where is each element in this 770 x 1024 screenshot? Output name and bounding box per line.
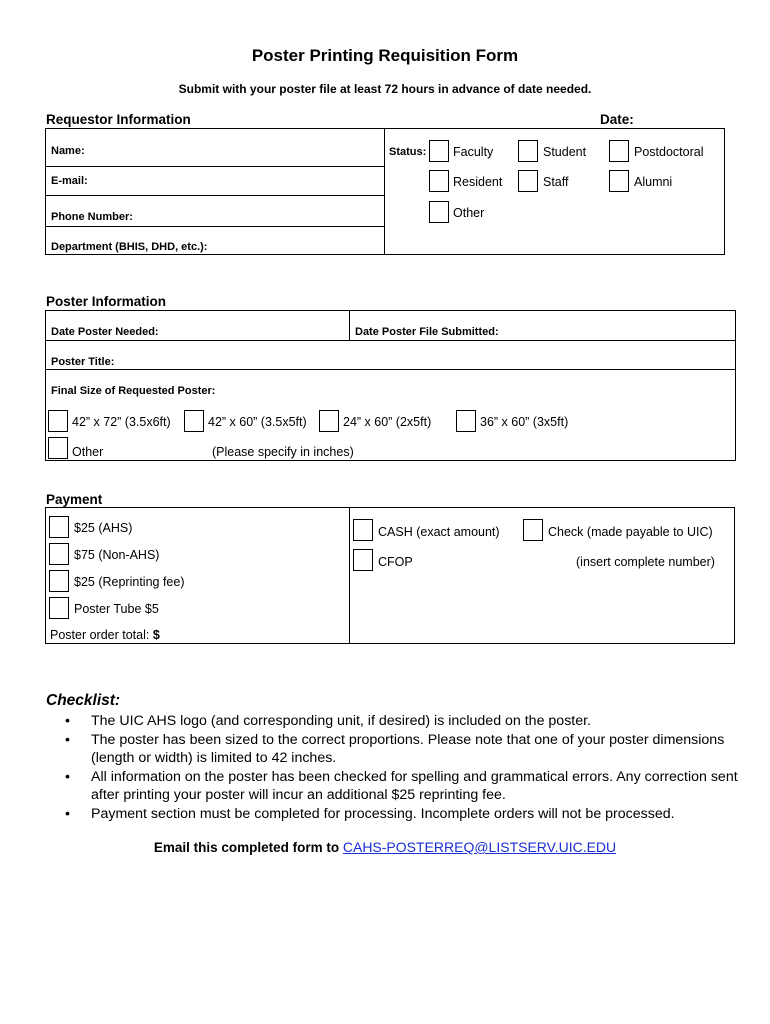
col-divider bbox=[349, 310, 350, 340]
form-title: Poster Printing Requisition Form bbox=[251, 46, 519, 65]
status-student-checkbox[interactable] bbox=[518, 140, 538, 162]
size-36x60-checkbox[interactable] bbox=[456, 410, 476, 432]
checklist bbox=[45, 712, 755, 823]
size-42x72-label: 42” x 72” (3.5x6ft) bbox=[72, 415, 171, 429]
size-label: Final Size of Requested Poster: bbox=[51, 385, 216, 397]
fee-non-ahs-label: $75 (Non-AHS) bbox=[74, 548, 160, 562]
size-42x60-checkbox[interactable] bbox=[184, 410, 204, 432]
pay-cash-checkbox[interactable] bbox=[353, 519, 373, 541]
status-alumni-checkbox[interactable] bbox=[609, 170, 629, 192]
order-total-field[interactable] bbox=[50, 628, 160, 642]
status-faculty-checkbox[interactable] bbox=[429, 140, 449, 162]
poster-title-field[interactable]: Poster Title: bbox=[51, 356, 115, 368]
bullet-glyph: • bbox=[65, 731, 70, 748]
payment-heading: Payment bbox=[46, 492, 103, 507]
size-other-note: (Please specify in inches) bbox=[212, 445, 354, 459]
checklist-item bbox=[65, 712, 755, 731]
email-prefix: Email this completed form to bbox=[153, 840, 340, 855]
status-postdoctoral-label: Postdoctoral bbox=[634, 145, 704, 159]
status-faculty-label: Faculty bbox=[453, 145, 494, 159]
pay-cash-label: CASH (exact amount) bbox=[378, 525, 500, 539]
size-24x60-label: 24” x 60” (2x5ft) bbox=[343, 415, 432, 429]
status-postdoctoral-checkbox[interactable] bbox=[609, 140, 629, 162]
pay-cfop-checkbox[interactable] bbox=[353, 549, 373, 571]
payment-divider bbox=[349, 507, 350, 644]
date-label: Date: bbox=[600, 112, 634, 127]
size-other-checkbox[interactable] bbox=[48, 437, 68, 459]
row-divider bbox=[45, 340, 736, 341]
status-label: Status: bbox=[389, 146, 427, 158]
row-divider bbox=[45, 166, 384, 167]
fee-tube-label: Poster Tube $5 bbox=[74, 602, 159, 616]
order-total-label: Poster order total: bbox=[50, 628, 150, 642]
row-divider bbox=[45, 369, 736, 370]
status-other-checkbox[interactable] bbox=[429, 201, 449, 223]
size-36x60-label: 36” x 60” (3x5ft) bbox=[480, 415, 569, 429]
size-24x60-checkbox[interactable] bbox=[319, 410, 339, 432]
fee-ahs-label: $25 (AHS) bbox=[74, 521, 133, 535]
bullet-glyph: • bbox=[65, 805, 70, 822]
order-total-symbol: $ bbox=[152, 628, 160, 642]
status-staff-checkbox[interactable] bbox=[518, 170, 538, 192]
date-needed-field[interactable]: Date Poster Needed: bbox=[51, 326, 159, 338]
phone-field[interactable]: Phone Number: bbox=[51, 211, 133, 223]
checklist-item-text: Payment section must be completed for processing. Incomplete orders will not be processed. bbox=[91, 805, 675, 822]
fee-ahs-checkbox[interactable] bbox=[49, 516, 69, 538]
form-subtitle: Submit with your poster file at least 72 hours in advance of date needed. bbox=[178, 82, 592, 96]
email-field[interactable]: E-mail: bbox=[51, 175, 88, 187]
checklist-item-text: The UIC AHS logo (and corresponding unit, if desired) is included on the poster. bbox=[91, 713, 591, 729]
pay-cfop-label: CFOP bbox=[378, 555, 413, 569]
checklist-heading: Checklist: bbox=[46, 692, 121, 709]
pay-check-label: Check (made payable to UIC) bbox=[548, 525, 713, 539]
status-alumni-label: Alumni bbox=[634, 175, 673, 189]
email-link[interactable]: CAHS-POSTERREQ@LISTSERV.UIC.EDU bbox=[342, 839, 617, 855]
requestor-divider bbox=[384, 128, 385, 255]
status-resident-checkbox[interactable] bbox=[429, 170, 449, 192]
requestor-heading: Requestor Information bbox=[46, 112, 191, 127]
status-staff-label: Staff bbox=[543, 175, 569, 189]
email-instruction bbox=[0, 839, 770, 855]
status-student-label: Student bbox=[543, 145, 587, 159]
row-divider bbox=[45, 226, 384, 227]
department-field[interactable]: Department (BHIS, DHD, etc.): bbox=[51, 241, 208, 253]
fee-reprint-checkbox[interactable] bbox=[49, 570, 69, 592]
bullet-glyph: • bbox=[65, 768, 70, 785]
checklist-item-text: All information on the poster has been checked for spelling and grammatical errors. Any correction sent after printing your poster will incur an additional $25 reprinting fee. bbox=[91, 768, 738, 803]
size-42x72-checkbox[interactable] bbox=[48, 410, 68, 432]
size-42x60-label: 42” x 60” (3.5x5ft) bbox=[208, 415, 307, 429]
poster-heading: Poster Information bbox=[46, 294, 167, 309]
status-resident-label: Resident bbox=[453, 175, 503, 189]
fee-non-ahs-checkbox[interactable] bbox=[49, 543, 69, 565]
status-other-label: Other bbox=[453, 206, 485, 220]
checklist-item bbox=[65, 768, 755, 805]
fee-tube-checkbox[interactable] bbox=[49, 597, 69, 619]
checklist-item bbox=[65, 731, 755, 768]
bullet-glyph: • bbox=[65, 713, 70, 729]
row-divider bbox=[45, 195, 384, 196]
date-submitted-field[interactable]: Date Poster File Submitted: bbox=[355, 326, 499, 338]
fee-reprint-label: $25 (Reprinting fee) bbox=[74, 575, 185, 589]
size-other-label: Other bbox=[72, 445, 104, 459]
name-field[interactable]: Name: bbox=[51, 145, 85, 157]
checklist-item-text: The poster has been sized to the correct proportions. Please note that one of your poster dimensions (length or width) is limited to 42 inches. bbox=[91, 731, 725, 766]
cfop-note: (insert complete number) bbox=[576, 555, 715, 569]
pay-check-checkbox[interactable] bbox=[523, 519, 543, 541]
checklist-item bbox=[65, 805, 755, 824]
